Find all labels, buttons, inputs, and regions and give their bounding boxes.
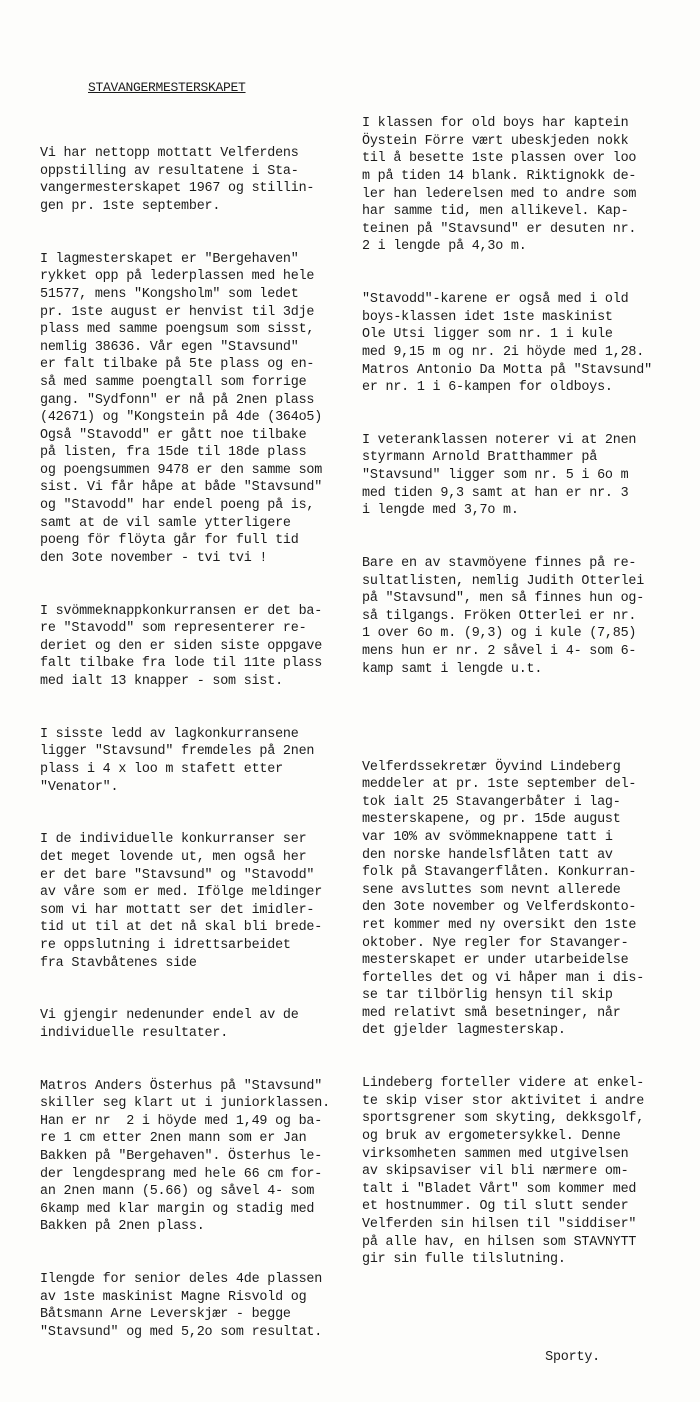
left-column (40, 110, 358, 1377)
paragraph: Velferdssekretær Öyvind Lindeberg meddeler at pr. 1ste september del- tok ialt 25 Stavangerbåter i lag- mesterskapene, og pr. 15de august var 10% av svömmeknappene tatt i den norske handelsflåten tatt av folk på Stavangerflåten. Konkurran- sene avsluttes som nevnt allerede den 3ote november og Velferdskonto- ret kommer med ny oversikt den 1ste oktober. Nye regler for Stavanger- mesterskapet er under utarbeidelse fortelles det og vi håper man i dis- se tar tilbörlig hensyn til skip med relativt små besetninger, når det gjelder lagmesterskap. (362, 759, 645, 1039)
paragraph: Ilengde for senior deles 4de plassen av 1ste maskinist Magne Risvold og Båtsmann Arne Leverskjær - begge "Stavsund" og med 5,2o som resultat. (40, 1272, 323, 1340)
paragraph: Matros Anders Österhus på "Stavsund" skiller seg klart ut i juniorklassen. Han er nr 2 i höyde med 1,49 og ba- re 1 cm etter 2nen mann som er Jan Bakken på "Bergehaven". Österhus le- der lengdesprang med hele 66 cm for- an 2nen mann (5.66) og såvel 4- som 6kamp med klar margin og stadig med Bakken på 2nen plass. (40, 1078, 330, 1235)
paragraph: Vi gjengir nedenunder endel av de individuelle resultater. (40, 1008, 299, 1041)
right-column (362, 80, 690, 1402)
paragraph: I de individuelle konkurranser ser det meget lovende ut, men også her er det bare "Stavsund" og "Stavodd" av våre som er med. Ifölge meldinger som vi har mottatt ser det imidler- tid ut til at det nå skal bli brede- re oppslutning i idrettsarbeidet fra Stavbåtenes side (40, 832, 323, 971)
signature: Sporty. (545, 1350, 600, 1366)
paragraph: "Stavodd"-karene er også med i old boys-klassen idet 1ste maskinist Ole Utsi ligger som nr. 1 i kule med 9,15 m og nr. 2i höyde med 1,28. Matros Antonio Da Motta på "Stavsund" er nr. 1 i 6-kampen for oldboys. (362, 292, 652, 396)
paragraph: Bare en av stavmöyene finnes på re- sultatlisten, nemlig Judith Otterlei på "Stavsund", men så finnes hun og- så tilgangs. Fröken Otterlei er nr. 1 over 6o m. (9,3) og i kule (7,85) mens hun er nr. 2 såvel i 4- som 6- kamp samt i lengde u.t. (362, 556, 645, 677)
spacer (362, 713, 690, 723)
paragraph: I lagmesterskapet er "Bergehaven" rykket opp på lederplassen med hele 51577, mens "Kongsholm" som ledet pr. 1ste august er henvist til 3dje plass med samme poengsum som sisst, nemlig 38636. Vår egen "Stavsund" er falt tilbake på 5te plass og en- så med samme poengtall som forrige gang. "Sydfonn" er nå på 2nen plass (42671) og "Kongstein på 4de (364o5) Også "Stavodd" er gått noe tilbake på listen, fra 15de til 18de plass og poengsummen 9478 er den samme som sist. Vi får håpe at både "Stavsund" og "Stavodd" har endel poeng på is, samt at de vil samle ytterligere poeng för flöyta går for full tid den 3ote november - tvi tvi ! (40, 251, 323, 566)
spacer (362, 1304, 690, 1314)
article-title: STAVANGERMESTERSKAPET (88, 80, 246, 95)
paragraph: Lindeberg forteller videre at enkel- te skip viser stor aktivitet i andre sportsgrener som skyting, dekksgolf, og bruk av ergometersykkel. Denne virksomheten sammen med utgivelsen av skipsaviser vil bli nærmere om- talt i "Bladet Vårt" som kommer med et hostnummer. Og til slutt sender Velferden sin hilsen til "siddiser" på alle hav, en hilsen som STAVNYTT gir sin fulle tilslutning. (362, 1076, 645, 1268)
paragraph: I sisste ledd av lagkonkurransene ligger "Stavsund" fremdeles på 2nen plass i 4 x loo m stafett etter "Venator". (40, 726, 315, 795)
paragraph: I svömmeknappkonkurransen er det ba- re "Stavodd" som representerer re- deriet og den er siden siste oppgave falt tilbake fra lode til 11te plass med ialt 13 knapper - som sist. (40, 603, 323, 689)
paragraph: Vi har nettopp mottatt Velferdens oppstilling av resultatene i Sta- vangermesterskapet 1967 og stillin- gen pr. 1ste september. (40, 146, 315, 214)
paragraph: I klassen for old boys har kaptein Öystein Förre vært ubeskjeden nokk til å besette 1ste plassen over loo m på tiden 14 blank. Riktignokk de- ler han lederelsen med to andre som har samme tid, men allikevel. Kap- teinen på "Stavsund" er desuten nr. 2 i lengde på 4,3o m. (362, 116, 637, 255)
paragraph: I veteranklassen noterer vi at 2nen styrmann Arnold Bratthammer på "Stavsund" ligger som nr. 5 i 6o m med tiden 9,3 samt at han er nr. 3 i lengde med 3,7o m. (362, 432, 637, 519)
